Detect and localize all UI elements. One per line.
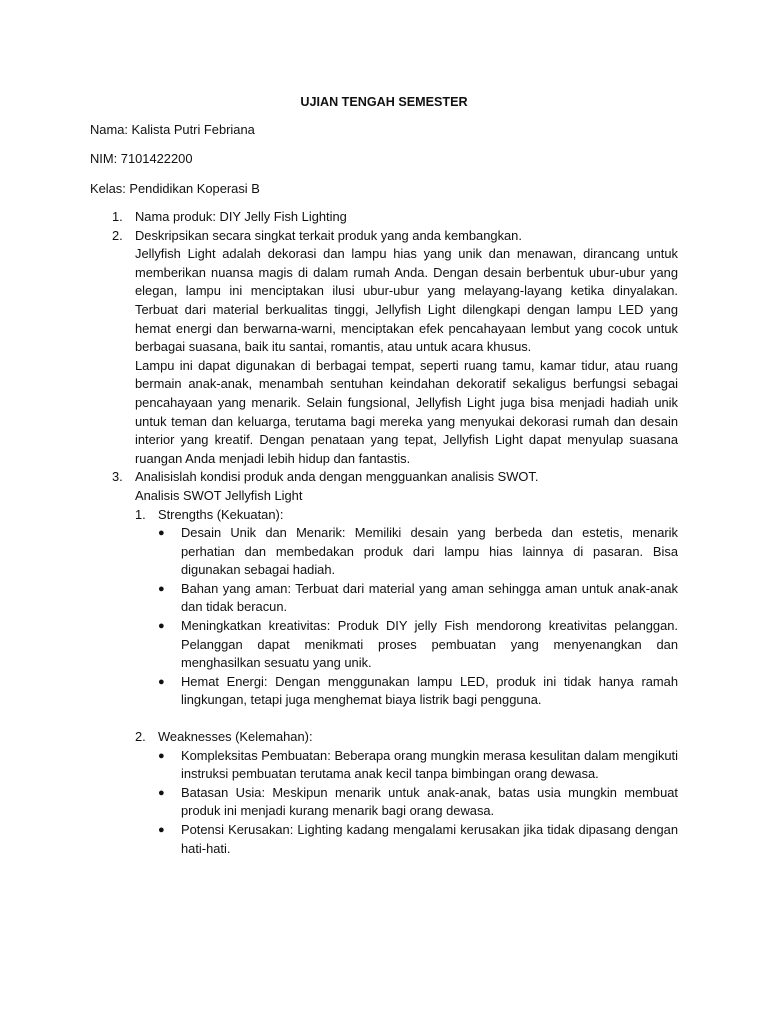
document-title: UJIAN TENGAH SEMESTER [300, 95, 468, 109]
description-paragraph: Lampu ini dapat digunakan di berbagai tempat, seperti ruang tamu, kamar tidur, atau ruang bermain anak-anak, menambah sentuhan keindahan dekoratif sekaligus berfungsi sebagai pencahayaan yang menarik. Selain fungsional, Jellyfish Light juga bisa menjadi hadiah unik untuk teman dan keluarga, terutama bagi mereka yang menyukai dekorasi rumah dan desain interior yang kreatif. Dengan penataan yang tepat, Jellyfish Light dapat menyulap suasana ruangan Anda menjadi lebih hidup dan fantastis. [135, 357, 678, 466]
student-nim: NIM: 7101422200 [90, 151, 193, 166]
product-name: Nama produk: DIY Jelly Fish Lighting [135, 209, 347, 224]
swot-section-strengths [90, 506, 678, 525]
bullet-icon: ● [158, 786, 165, 799]
bullet-icon: ● [158, 749, 165, 762]
bullet-icon: ● [158, 824, 165, 836]
bullet-item: ● Batasan Usia: Meskipun menarik untuk anak-anak, batas usia mungkin membuat produk ini menjadi kurang menarik bagi orang dewasa. [158, 784, 678, 819]
sub-list-number: 2. [135, 729, 146, 745]
answer-list [90, 208, 678, 858]
spacer [135, 710, 678, 728]
question-text: Deskripsikan secara singkat terkait produk yang anda kembangkan. [135, 227, 522, 243]
description-paragraph: Jellyfish Light adalah dekorasi dan lampu hias yang unik dan menawan, dirancang untuk memberikan nuansa magis di dalam rumah Anda. Dengan desain berbentuk ubur-ubur yang elegan, lampu ini menciptakan ilusi ubur-ubur yang melayang-layang ketika dinyalakan. Terbuat dari material berkualitas tinggi, Jellyfish Light dilengkapi dengan lampu LED yang hemat energi dan berwarna-warni, menciptakan efek pencahayaan lembut yang cocok untuk berbagai suasana, baik itu santai, romantis, atau untuk acara khusus. [135, 246, 678, 355]
bullet-item: ● Potensi Kerusakan: Lighting kadang mengalami kerusakan jika tidak dipasang dengan hati-hati. [158, 822, 678, 856]
student-class: Kelas: Pendidikan Koperasi B [90, 181, 260, 196]
swot-heading: Weaknesses (Kelemahan): [158, 729, 313, 745]
list-item [90, 468, 678, 858]
sub-list-number: 1. [135, 506, 146, 522]
bullet-item: ● Meningkatkan kreativitas: Produk DIY jelly Fish mendorong kreativitas pelanggan. Pelanggan dapat menikmati proses pembuatan yang menyenangkan dan menghasilkan sesuatu yang unik. [158, 618, 678, 671]
list-number: 2. [112, 227, 123, 243]
bullet-icon: ● [158, 620, 165, 633]
student-name: Nama: Kalista Putri Febriana [90, 122, 255, 137]
list-number: 3. [112, 469, 123, 485]
bullet-icon: ● [158, 527, 165, 540]
swot-section-weaknesses [90, 728, 678, 747]
swot-subtitle: Analisis SWOT Jellyfish Light [135, 487, 303, 503]
list-item [90, 208, 678, 227]
bullet-item: ● Kompleksitas Pembuatan: Beberapa orang mungkin merasa kesulitan dalam mengikuti instruksi pembuatan terutama anak kecil tanpa bimbingan orang dewasa. [158, 747, 678, 782]
bullet-item: ● Desain Unik dan Menarik: Memiliki desain yang berbeda dan estetis, menarik perhatian dan membedakan produk dari lampu hias lainnya di pasaran. Bisa digunakan sebagai hadiah. [158, 525, 678, 578]
bullet-item: ● Hemat Energi: Dengan menggunakan lampu LED, produk ini tidak hanya ramah lingkungan, tetapi juga menghemat biaya listrik bagi pengguna. [158, 673, 678, 708]
bullet-icon: ● [158, 582, 165, 595]
bullet-item: ● Bahan yang aman: Terbuat dari material yang aman sehingga aman untuk anak-anak dan tidak beracun. [158, 580, 678, 615]
swot-heading: Strengths (Kekuatan): [158, 506, 284, 522]
question-text: Analisislah kondisi produk anda dengan mengguankan analisis SWOT. [135, 469, 539, 485]
bullet-icon: ● [158, 675, 165, 688]
list-number: 1. [112, 209, 123, 224]
list-item [90, 227, 678, 469]
